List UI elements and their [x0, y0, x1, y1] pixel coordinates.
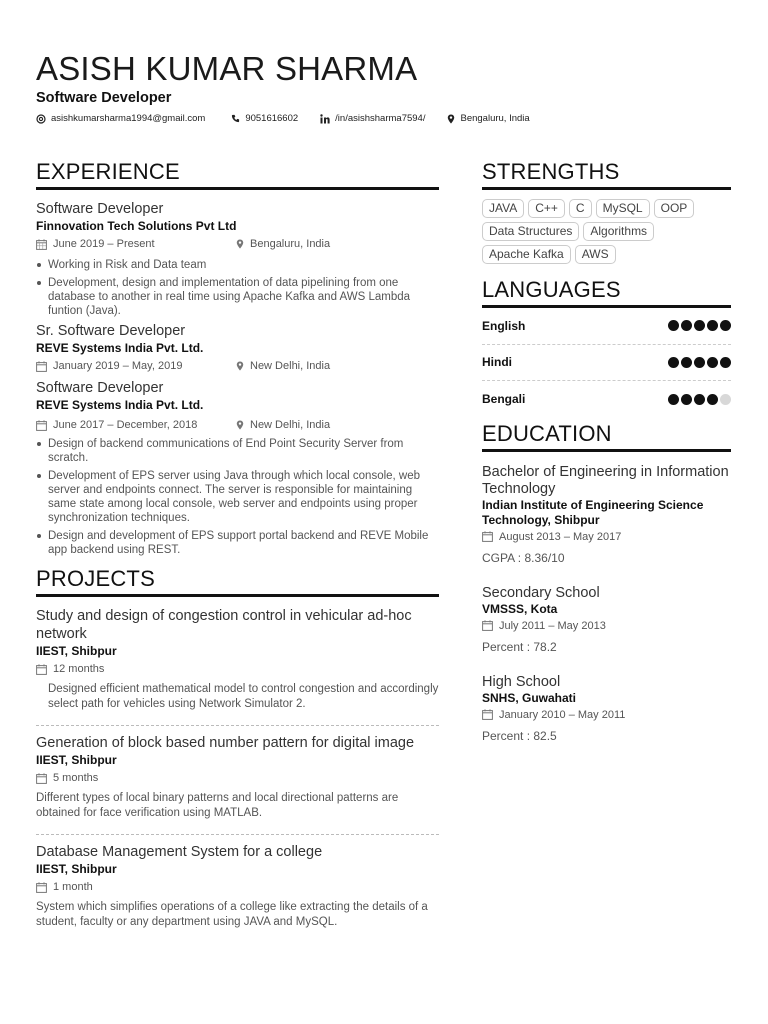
company-name: Finnovation Tech Solutions Pvt Ltd — [36, 219, 237, 233]
project-entry — [36, 843, 439, 929]
language-row — [482, 345, 731, 382]
project-title: Database Management System for a college — [36, 844, 323, 860]
education-degree: Bachelor of Engineering in Information Technology — [482, 463, 729, 497]
calendar-icon — [36, 773, 47, 784]
strength-tag: C++ — [528, 199, 565, 218]
calendar-icon — [36, 664, 47, 675]
proficiency-dots — [666, 357, 731, 368]
strength-tag: Data Structures — [482, 222, 579, 241]
proficiency-dot-filled — [707, 357, 718, 368]
language-row — [482, 308, 731, 345]
experience-heading: EXPERIENCE — [36, 158, 439, 190]
education-meta — [482, 528, 731, 546]
job-location: New Delhi, India — [250, 419, 331, 431]
project-duration: 12 months — [53, 663, 105, 675]
project-entry — [36, 734, 439, 820]
right-column — [482, 158, 731, 744]
left-column — [36, 158, 439, 929]
contact-email[interactable] — [36, 113, 205, 124]
project-description: Different types of local binary patterns and local directional patterns are obtained for face verification using MATLAB. — [36, 792, 399, 819]
location-pin-icon — [447, 114, 455, 124]
linkedin-text: /in/asishsharma7594/ — [335, 113, 426, 124]
at-icon — [36, 114, 46, 124]
project-duration: 5 months — [53, 772, 99, 784]
strength-tag: Apache Kafka — [482, 245, 571, 264]
proficiency-dot-filled — [668, 394, 679, 405]
project-org: IIEST, Shibpur — [36, 862, 117, 876]
experience-entry — [36, 379, 439, 557]
job-title: Software Developer — [36, 380, 164, 396]
calendar-icon — [482, 620, 493, 631]
job-title: Sr. Software Developer — [36, 323, 186, 339]
proficiency-dot-filled — [668, 320, 679, 331]
contact-location — [447, 113, 529, 124]
location-pin-icon — [236, 361, 244, 371]
job-meta — [36, 235, 439, 253]
strength-tag: JAVA — [482, 199, 524, 218]
education-meta — [482, 617, 731, 635]
divider — [36, 834, 439, 835]
calendar-icon — [36, 239, 47, 250]
strength-tag: C — [569, 199, 592, 218]
education-school: SNHS, Guwahati — [482, 690, 577, 705]
project-org: IIEST, Shibpur — [36, 753, 117, 767]
resume-title: Software Developer — [36, 90, 172, 106]
language-name: English — [482, 318, 526, 333]
education-school: Indian Institute of Engineering Science Technology, Shibpur — [482, 497, 704, 527]
job-bullet: Development of EPS server using Java through which local console, web server and endpoints connect. The server is responsible for maintaining same state among local console, web server and endpoints using proper synchronization techniques. — [36, 469, 439, 525]
education-dates: July 2011 – May 2013 — [499, 619, 606, 632]
project-meta — [36, 878, 439, 896]
project-description: Designed efficient mathematical model to control congestion and accordingly select path for vehicles using Network Simulator 2. — [48, 683, 439, 710]
strength-tag: Algorithms — [583, 222, 654, 241]
job-bullet: Design and development of EPS support portal backend and REVE Mobile app backend using REST. — [36, 529, 439, 557]
proficiency-dot-filled — [681, 357, 692, 368]
job-bullet: Working in Risk and Data team — [36, 258, 439, 272]
education-grade: CGPA : 8.36/10 — [482, 550, 565, 565]
job-title: Software Developer — [36, 201, 164, 217]
project-description: System which simplifies operations of a college like extracting the details of a student, faculty or any department using JAVA and MySQL. — [36, 901, 428, 928]
proficiency-dot-filled — [668, 357, 679, 368]
education-meta — [482, 706, 731, 724]
language-list — [482, 308, 731, 418]
project-entry — [36, 607, 439, 711]
job-location: New Delhi, India — [250, 360, 331, 372]
language-name: Hindi — [482, 355, 512, 370]
proficiency-dot-filled — [707, 320, 718, 331]
education-entry — [482, 585, 731, 655]
email-text: asishkumarsharma1994@gmail.com — [51, 113, 206, 124]
education-heading: EDUCATION — [482, 420, 731, 452]
phone-icon — [231, 114, 240, 123]
strength-tag: MySQL — [596, 199, 650, 218]
project-title: Study and design of congestion control in vehicular ad-hoc network — [36, 608, 412, 642]
contact-linkedin[interactable] — [320, 113, 425, 124]
job-dates: June 2019 – Present — [53, 238, 155, 250]
proficiency-dot-filled — [707, 394, 718, 405]
job-dates: June 2017 – December, 2018 — [53, 419, 198, 431]
job-location: Bengaluru, India — [250, 238, 331, 250]
proficiency-dot-filled — [720, 357, 731, 368]
education-grade: Percent : 82.5 — [482, 728, 557, 743]
linkedin-icon — [320, 114, 330, 124]
proficiency-dot-filled — [694, 394, 705, 405]
projects-heading: PROJECTS — [36, 565, 439, 597]
resume-name: ASISH KUMAR SHARMA — [36, 50, 418, 87]
language-row — [482, 381, 731, 418]
company-name: REVE Systems India Pvt. Ltd. — [36, 398, 204, 412]
contact-phone[interactable] — [231, 113, 298, 124]
project-meta — [36, 769, 439, 787]
project-org: IIEST, Shibpur — [36, 644, 117, 658]
strength-tag: AWS — [575, 245, 616, 264]
education-degree: High School — [482, 673, 561, 690]
education-school: VMSSS, Kota — [482, 601, 558, 616]
calendar-icon — [482, 531, 493, 542]
calendar-icon — [36, 420, 47, 431]
languages-heading: LANGUAGES — [482, 276, 731, 308]
experience-entry — [36, 322, 439, 375]
education-dates: August 2013 – May 2017 — [499, 530, 622, 543]
strengths-heading: STRENGTHS — [482, 158, 731, 190]
calendar-icon — [482, 709, 493, 720]
calendar-icon — [36, 882, 47, 893]
calendar-icon — [36, 361, 47, 372]
project-title: Generation of block based number pattern for digital image — [36, 735, 415, 751]
project-meta — [36, 660, 439, 678]
location-pin-icon — [236, 420, 244, 430]
proficiency-dots — [666, 394, 731, 405]
education-entry — [482, 464, 731, 566]
job-bullet: Development, design and implementation of data pipelining from one database to another in real time using Apache Kafka and AWS Lambda funtion (Java). — [36, 276, 439, 318]
company-name: REVE Systems India Pvt. Ltd. — [36, 341, 204, 355]
location-pin-icon — [236, 239, 244, 249]
strength-tag: OOP — [654, 199, 695, 218]
project-duration: 1 month — [53, 881, 93, 893]
contact-bar — [36, 113, 552, 124]
language-name: Bengali — [482, 392, 526, 407]
proficiency-dot-filled — [694, 320, 705, 331]
job-bullet: Design of backend communications of End Point Security Server from scratch. — [36, 437, 439, 465]
proficiency-dot-filled — [720, 320, 731, 331]
strength-tags — [482, 199, 731, 268]
education-dates: January 2010 – May 2011 — [499, 708, 626, 721]
education-entry — [482, 674, 731, 744]
location-text: Bengaluru, India — [460, 113, 530, 124]
experience-entry — [36, 200, 439, 318]
education-degree: Secondary School — [482, 584, 600, 601]
proficiency-dot-filled — [694, 357, 705, 368]
proficiency-dots — [666, 320, 731, 331]
job-meta — [36, 416, 439, 434]
divider — [36, 725, 439, 726]
phone-text: 9051616602 — [245, 113, 299, 124]
education-grade: Percent : 78.2 — [482, 639, 557, 654]
proficiency-dot-filled — [681, 320, 692, 331]
job-meta — [36, 357, 439, 375]
job-dates: January 2019 – May, 2019 — [53, 360, 183, 372]
proficiency-dot-filled — [681, 394, 692, 405]
proficiency-dot-empty — [720, 394, 731, 405]
